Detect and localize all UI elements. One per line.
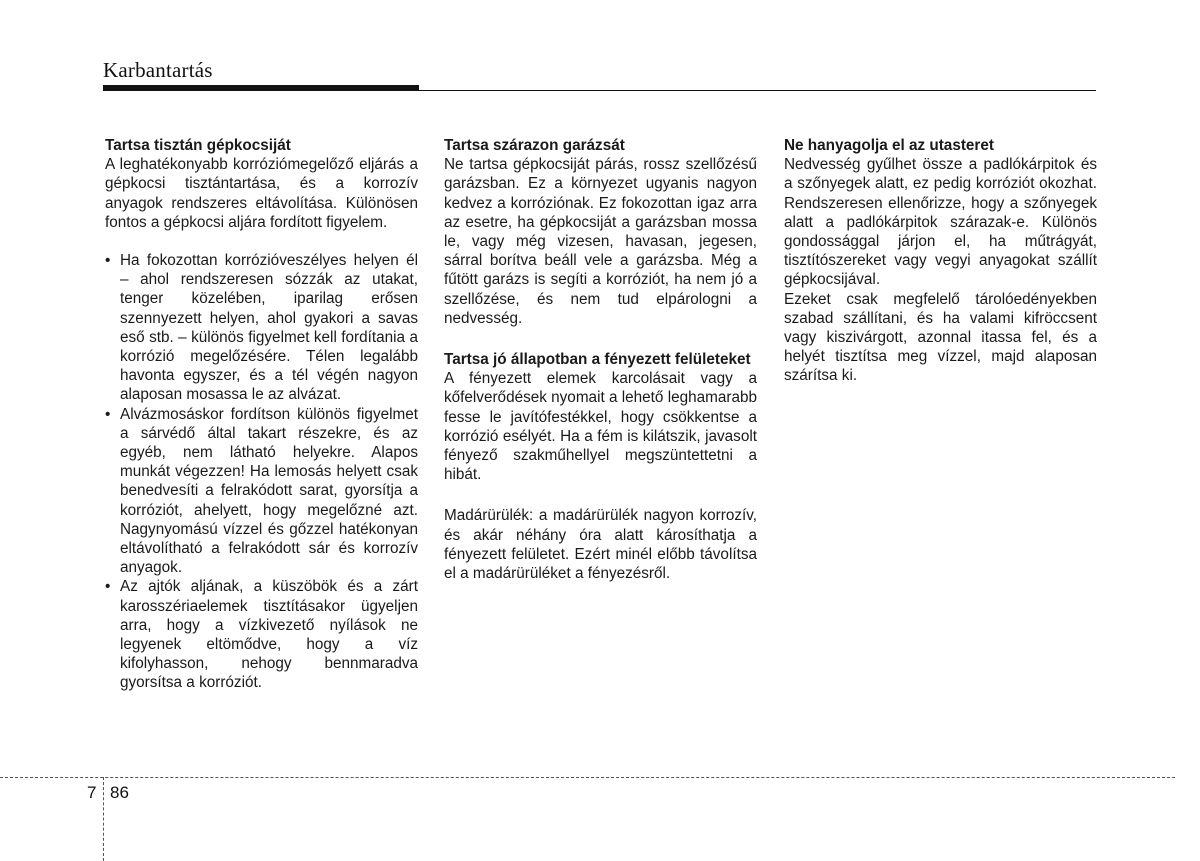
bullet-marker: • xyxy=(105,405,111,423)
bullet-marker: • xyxy=(105,578,111,596)
bullet-text: Alvázmosáskor fordítson különös figyelmet a sárvédő által takart részekre, és az egyéb, nem látható helyekre. Alapos munkát végezzen! Ha lemosás helyett csak benedvesíti a felrakódott sarat, gyorsítja a korróziót, ahelyett, hogy megelőzné azt. Nagynyomású vízzel és gőzzel hatékonyan eltávolítható a felrakódott sár és korrozív anyagok. xyxy=(120,405,418,577)
bullet-marker: • xyxy=(105,252,111,270)
section-heading-interior: Ne hanyagolja el az utasteret xyxy=(784,137,994,154)
page-header-title: Karbantartás xyxy=(103,58,213,82)
footer-dashed-rule xyxy=(0,777,1175,778)
section-heading-clean-car: Tartsa tisztán gépkocsiját xyxy=(105,137,291,154)
footer-dashed-divider xyxy=(103,777,104,861)
section-text-interior-2: Ezeket csak megfelelő tárolóedényekben szabad szállítani, és ha valami kifröccsent vagy kiszivárgott, azonnal itassa fel, és a helyét tisztítsa meg vízzel, majd alaposan szárítsa ki. xyxy=(784,290,1097,385)
column-1 xyxy=(105,136,418,693)
section-text-dry-garage: Ne tartsa gépkocsiját párás, rossz szellőzésű garázsban. Ez a környezet ugyanis nagyon kedvez a korróziónak. Ez fokozottan igaz arra az esetre, ha gépkocsiját a garázsban mossa le, vagy még vizesen, havasan, jegesen, sárral borítva beáll vele a garázsba. Még a fűtött garázs is segíti a korróziót, ha nem jó a szellőzése, és nem tud elpárologni a nedvesség. xyxy=(444,156,757,327)
column-2 xyxy=(444,136,757,583)
bullet-text: Az ajtók aljának, a küszöbök és a zárt karosszériaelemek tisztításakor ügyeljen arra, hogy a vízkivezető nyílások ne legyenek eltömődve, hogy a víz kifolyhasson, nehogy bennmaradva gyorsítsa a korróziót. xyxy=(120,578,418,692)
section-heading-dry-garage: Tartsa szárazon garázsát xyxy=(444,137,625,154)
page-number: 86 xyxy=(110,783,129,802)
column-3 xyxy=(784,136,1097,386)
section-text-interior: Nedvesség gyűlhet össze a padlókárpitok és a szőnyegek alatt, ez pedig korróziót okozhat. Rendszeresen ellenőrizze, hogy a szőnyegek alatt a padlókárpitok szárazak-e. Különös gondossággal járjon el, ha műtrágyát, tisztítószereket vagy vegyi anyagokat szállít gépkocsijával. xyxy=(784,156,1097,289)
section-heading-paint: Tartsa jó állapotban a fényezett felületeket xyxy=(444,351,751,369)
section-intro-clean-car: A leghatékonyabb korróziómegelőző eljárás a gépkocsi tisztántartása, és a korrozív anyagok rendszeres eltávolítása. Különösen fontos a gépkocsi aljára fordított figyelem. xyxy=(105,156,418,231)
bullet-item xyxy=(105,577,418,692)
chapter-number: 7 xyxy=(87,783,97,802)
bullet-item xyxy=(105,405,418,578)
bullet-list-clean-car xyxy=(105,251,418,693)
header-rule-thin xyxy=(419,90,1096,91)
header-rule-thick xyxy=(103,85,419,91)
bullet-item xyxy=(105,251,418,405)
bullet-text: Ha fokozottan korrózióveszélyes helyen él – ahol rendszeresen sózzák az utakat, tenger közelében, iparilag erősen szennyezett helyen, ahol gyakori a savas eső stb. – különös figyelmet kell fordítania a korrózió megelőzésére. Télen legalább havonta egyszer, és a tél végén nagyon alaposan mosassa le az alvázat. xyxy=(120,252,418,404)
section-text-bird-droppings: Madárürülék: a madárürülék nagyon korrozív, és akár néhány óra alatt károsíthatja a fényezett felületet. Ezért minél előbb távolítsa el a madárürüléket a fényezésről. xyxy=(444,507,757,583)
section-text-paint: A fényezett elemek karcolásait vagy a kőfelverődések nyomait a lehető leghamarabb fesse le javítófestékkel, hogy csökkentse a korrózió esélyét. Ha a fém is kilátszik, javasolt fényező szakműhellyel megszüntettetni a hibát. xyxy=(444,370,757,484)
